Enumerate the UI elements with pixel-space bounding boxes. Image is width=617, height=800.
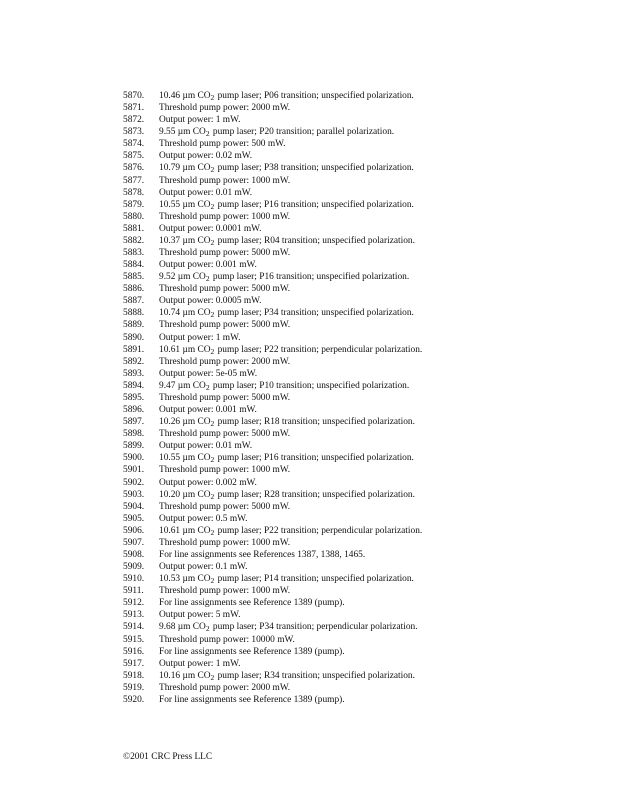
note-number: 5876.	[123, 163, 145, 174]
note-row	[123, 138, 593, 150]
note-number: 5872.	[123, 115, 145, 126]
note-number: 5884.	[123, 260, 145, 271]
note-row	[123, 187, 593, 199]
note-row	[123, 573, 593, 585]
note-row	[123, 114, 593, 126]
note-number: 5912.	[123, 598, 145, 609]
note-text: Threshold pump power: 1000 mW.	[159, 586, 291, 597]
note-number: 5870.	[123, 91, 145, 101]
note-row	[123, 211, 593, 223]
note-text: 10.16 µm $CO_2$ pump laser; R34 transition; unspecified polarization.	[159, 670, 415, 682]
note-row	[123, 368, 593, 380]
note-number: 5889.	[123, 320, 145, 331]
note-number: 5904.	[123, 501, 145, 512]
note-row	[123, 501, 593, 513]
note-number: 5887.	[123, 296, 145, 307]
note-number: 5891.	[123, 344, 145, 355]
note-number: 5902.	[123, 477, 145, 488]
note-number: 5913.	[123, 610, 145, 621]
note-text: 9.55 µm $CO_2$ pump laser; P20 transition; parallel polarization.	[159, 127, 395, 139]
note-text: 9.68 µm $CO_2$ pump laser; P34 transition; perpendicular polarization.	[159, 622, 418, 634]
note-row	[123, 319, 593, 331]
note-number: 5894.	[123, 380, 145, 391]
note-number: 5878.	[123, 187, 145, 198]
note-row	[123, 621, 593, 633]
note-row	[123, 235, 593, 247]
note-number: 5879.	[123, 199, 145, 210]
note-text: Output power: 1 mW.	[159, 115, 241, 126]
note-text: Threshold pump power: 2000 mW.	[159, 356, 291, 367]
note-number: 5918.	[123, 670, 145, 681]
note-text: 10.61 µm $CO_2$ pump laser; P22 transition; perpendicular polarization.	[159, 525, 423, 537]
notes-list	[123, 90, 593, 706]
note-number: 5909.	[123, 562, 145, 573]
note-row	[123, 537, 593, 549]
note-text: For line assignments see References 1387, 1388, 1465.	[159, 549, 366, 560]
note-row	[123, 90, 593, 102]
note-number: 5908.	[123, 549, 145, 560]
note-row	[123, 585, 593, 597]
note-number: 5877.	[123, 175, 145, 186]
note-text: For line assignments see Reference 1389 (pump).	[159, 646, 345, 657]
note-text: Threshold pump power: 5000 mW.	[159, 248, 291, 259]
note-row	[123, 344, 593, 356]
copyright-footer: ©2001 CRC Press LLC	[123, 752, 213, 762]
note-number: 5914.	[123, 622, 145, 633]
note-text: 10.46 µm $CO_2$ pump laser; P06 transition; unspecified polarization.	[159, 91, 414, 102]
note-text: Threshold pump power: 2000 mW.	[159, 103, 291, 114]
note-text: Output power: 0.0005 mW.	[159, 296, 262, 307]
note-text: Threshold pump power: 1000 mW.	[159, 211, 291, 222]
note-number: 5886.	[123, 284, 145, 295]
note-number: 5890.	[123, 332, 145, 343]
note-row	[123, 295, 593, 307]
note-number: 5882.	[123, 235, 145, 246]
note-row	[123, 525, 593, 537]
note-text: For line assignments see Reference 1389 (pump).	[159, 694, 345, 705]
note-text: Threshold pump power: 2000 mW.	[159, 682, 291, 693]
note-text: Output power: 1 mW.	[159, 332, 241, 343]
note-row	[123, 428, 593, 440]
note-number: 5888.	[123, 308, 145, 319]
note-number: 5871.	[123, 103, 145, 114]
note-text: 10.55 µm $CO_2$ pump laser; P16 transition; unspecified polarization.	[159, 199, 414, 211]
note-text: 10.20 µm $CO_2$ pump laser; R28 transition; unspecified polarization.	[159, 489, 415, 501]
note-row	[123, 150, 593, 162]
note-row	[123, 597, 593, 609]
note-text: 10.37 µm $CO_2$ pump laser; R04 transition; unspecified polarization.	[159, 235, 415, 247]
note-text: 9.47 µm $CO_2$ pump laser; P10 transition; unspecified polarization.	[159, 380, 410, 392]
note-number: 5875.	[123, 151, 145, 162]
note-text: Output power: 5 mW.	[159, 610, 241, 621]
note-text: 10.74 µm $CO_2$ pump laser; P34 transition; unspecified polarization.	[159, 308, 414, 320]
note-text: Output power: 0.002 mW.	[159, 477, 257, 488]
note-text: Threshold pump power: 1000 mW.	[159, 537, 291, 548]
note-number: 5917.	[123, 658, 145, 669]
note-row	[123, 634, 593, 646]
note-row	[123, 392, 593, 404]
note-number: 5907.	[123, 537, 145, 548]
note-row	[123, 646, 593, 658]
note-text: 10.26 µm $CO_2$ pump laser; R18 transition; unspecified polarization.	[159, 417, 415, 429]
note-text: 10.61 µm $CO_2$ pump laser; P22 transition; perpendicular polarization.	[159, 344, 423, 356]
note-text: Threshold pump power: 1000 mW.	[159, 465, 291, 476]
note-number: 5906.	[123, 525, 145, 536]
note-row	[123, 307, 593, 319]
note-row	[123, 199, 593, 211]
note-text: Output power: 0.001 mW.	[159, 260, 257, 271]
note-number: 5874.	[123, 139, 145, 150]
note-text: 10.79 µm $CO_2$ pump laser; P38 transition; unspecified polarization.	[159, 163, 414, 175]
note-number: 5895.	[123, 392, 145, 403]
note-row	[123, 271, 593, 283]
note-text: Output power: 0.01 mW.	[159, 187, 253, 198]
note-text: Output power: 0.0001 mW.	[159, 223, 262, 234]
note-text: Threshold pump power: 10000 mW.	[159, 634, 295, 645]
note-row	[123, 452, 593, 464]
note-number: 5896.	[123, 405, 145, 416]
note-row	[123, 513, 593, 525]
note-number: 5920.	[123, 694, 145, 705]
note-text: 10.53 µm $CO_2$ pump laser; P14 transition; unspecified polarization.	[159, 574, 414, 586]
note-number: 5873.	[123, 127, 145, 138]
note-row	[123, 380, 593, 392]
note-number: 5911.	[123, 586, 144, 597]
note-number: 5883.	[123, 248, 145, 259]
note-text: 9.52 µm $CO_2$ pump laser; P16 transition; unspecified polarization.	[159, 272, 410, 284]
note-text: Threshold pump power: 500 mW.	[159, 139, 286, 150]
note-number: 5897.	[123, 417, 145, 428]
note-text: Threshold pump power: 1000 mW.	[159, 175, 291, 186]
note-row	[123, 694, 593, 706]
note-number: 5899.	[123, 441, 145, 452]
note-text: Output power: 5e-05 mW.	[159, 368, 258, 379]
note-number: 5910.	[123, 574, 145, 585]
note-text: Output power: 1 mW.	[159, 658, 241, 669]
note-text: Threshold pump power: 5000 mW.	[159, 429, 291, 440]
note-row	[123, 682, 593, 694]
note-number: 5881.	[123, 223, 145, 234]
note-text: 10.55 µm $CO_2$ pump laser; P16 transition; unspecified polarization.	[159, 453, 414, 465]
note-number: 5892.	[123, 356, 145, 367]
note-row	[123, 561, 593, 573]
note-number: 5905.	[123, 513, 145, 524]
note-number: 5915.	[123, 634, 145, 645]
note-row	[123, 416, 593, 428]
note-number: 5919.	[123, 682, 145, 693]
note-row	[123, 247, 593, 259]
note-text: Threshold pump power: 5000 mW.	[159, 320, 291, 331]
note-row	[123, 126, 593, 138]
note-row	[123, 162, 593, 174]
note-number: 5900.	[123, 453, 145, 464]
note-row	[123, 223, 593, 235]
note-text: Output power: 0.02 mW.	[159, 151, 253, 162]
note-text: Threshold pump power: 5000 mW.	[159, 284, 291, 295]
note-row	[123, 356, 593, 368]
note-text: Output power: 0.5 mW.	[159, 513, 248, 524]
note-number: 5901.	[123, 465, 145, 476]
note-number: 5893.	[123, 368, 145, 379]
note-text: Output power: 0.1 mW.	[159, 562, 248, 573]
note-text: Threshold pump power: 5000 mW.	[159, 392, 291, 403]
note-row	[123, 102, 593, 114]
note-text: Output power: 0.001 mW.	[159, 405, 257, 416]
note-row	[123, 489, 593, 501]
note-row	[123, 440, 593, 452]
note-text: Output power: 0.01 mW.	[159, 441, 253, 452]
note-row	[123, 670, 593, 682]
note-row	[123, 549, 593, 561]
note-row	[123, 259, 593, 271]
note-row	[123, 477, 593, 489]
note-row	[123, 283, 593, 295]
note-number: 5898.	[123, 429, 145, 440]
note-number: 5880.	[123, 211, 145, 222]
note-number: 5885.	[123, 272, 145, 283]
note-row	[123, 175, 593, 187]
note-row	[123, 609, 593, 621]
note-text: Threshold pump power: 5000 mW.	[159, 501, 291, 512]
note-row	[123, 464, 593, 476]
note-row	[123, 658, 593, 670]
note-text: For line assignments see Reference 1389 (pump).	[159, 598, 345, 609]
note-row	[123, 404, 593, 416]
note-number: 5916.	[123, 646, 145, 657]
note-row	[123, 332, 593, 344]
note-number: 5903.	[123, 489, 145, 500]
